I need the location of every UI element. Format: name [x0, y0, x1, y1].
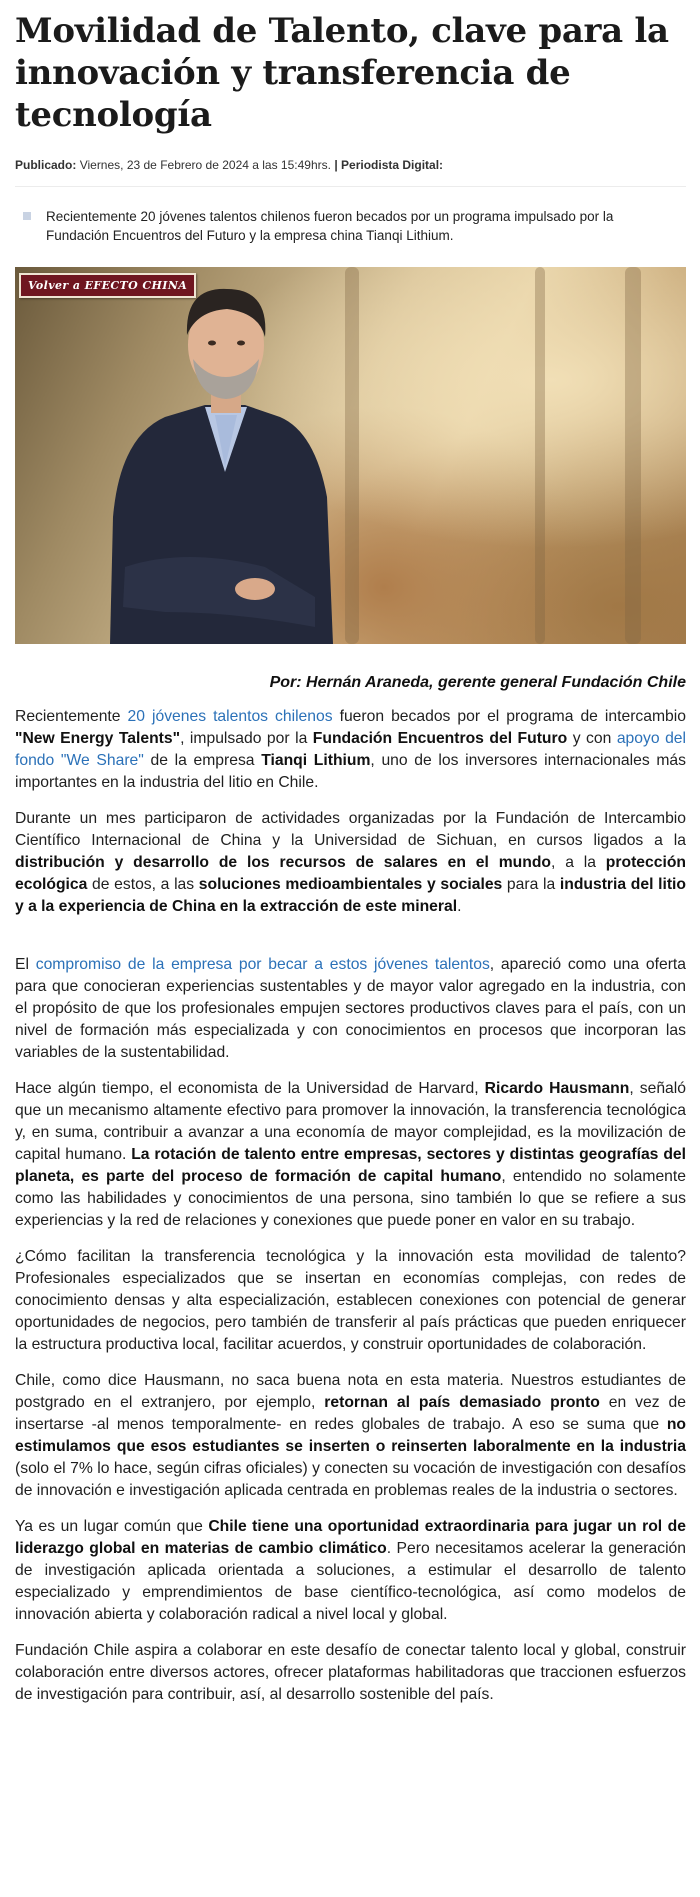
- text-segment: Durante un mes participaron de actividades organizadas por la Fundación de Intercambio Científico Internacional de China y la Universidad de Sichuan, en cursos ligados a la: [15, 810, 686, 849]
- text-segment: y con: [567, 730, 617, 747]
- text-segment: (solo el 7% lo hace, según cifras oficiales) y conecten su vocación de investigación con desafíos de innovación e investigación aplicada centrada en problemas reales de la industria o sectores.: [15, 1460, 686, 1499]
- article-summary: [15, 207, 686, 245]
- text-segment: en vez de insertarse -al menos temporalmente- en redes globales de trabajo. A eso se suma que: [15, 1394, 686, 1433]
- bold-segment: La rotación de talento entre empresas, sectores y distintas geografías del planeta, es parte del proceso de formación de capital humano: [15, 1146, 686, 1185]
- paragraph-2: [15, 808, 686, 918]
- hero-image: [15, 267, 686, 644]
- paragraph-7: [15, 1516, 686, 1626]
- article-byline: Por: Hernán Araneda, gerente general Fundación Chile: [269, 674, 686, 691]
- bold-segment: distribución y desarrollo de los recursos de salares en el mundo: [15, 854, 551, 871]
- person-portrait: [15, 267, 686, 644]
- text-segment: para la: [502, 876, 560, 893]
- text-segment: Recientemente: [15, 708, 128, 725]
- bold-segment: Fundación Encuentros del Futuro: [312, 730, 568, 747]
- back-to-section-badge[interactable]: Volver a EFECTO CHINA: [19, 273, 196, 298]
- published-date: Viernes, 23 de Febrero de 2024 a las 15:49hrs.: [79, 158, 331, 172]
- link-jovenes-talentos[interactable]: 20 jóvenes talentos chilenos: [127, 708, 333, 725]
- paragraph-3: [15, 954, 686, 1064]
- bold-segment: industria del litio y a la experiencia de China en la extracción de este mineral: [15, 876, 686, 915]
- text-segment: de estos, a las: [87, 876, 199, 893]
- text-segment: , a la: [551, 854, 606, 871]
- link-we-share[interactable]: apoyo del fondo "We Share": [15, 730, 686, 769]
- bold-segment: no estimulamos que esos estudiantes se inserten o reinserten laboralmente en la industria: [15, 1416, 686, 1455]
- bold-segment: "New Energy Talents": [15, 730, 181, 747]
- text-segment: ¿Cómo facilitan la transferencia tecnológica y la innovación esta movilidad de talento? Profesionales especializados que se insertan en economías complejas, con redes de conocimiento densas y alta especialización, establecen conexiones con potencial de generar oportunidades de negocios, pero también de transferir al país prácticas que pueden enriquecer la estructura productiva local, facilitar acuerdos, y construir oportunidades de colaboración.: [15, 1248, 686, 1353]
- text-segment: Ya es un lugar común que: [15, 1518, 209, 1535]
- paragraph-4: [15, 1078, 686, 1232]
- text-segment: . Pero necesitamos acelerar la generación de investigación aplicada orientada a soluciones, a estimular el desarrollo de talento especializado y emprendimientos de base científico-tecnológica, así como modelos de innovación abierta y colaboración radical a nivel local y global.: [15, 1540, 686, 1623]
- summary-bullet-icon: [23, 212, 31, 220]
- article-body: [15, 706, 686, 1706]
- text-segment: Chile, como dice Hausmann, no saca buena nota en esta materia. Nuestros estudiantes de postgrado en el extranjero, por ejemplo,: [15, 1372, 686, 1411]
- text-segment: fueron becados por el programa de intercambio: [332, 708, 686, 725]
- text-segment: , señaló que un mecanismo altamente efectivo para promover la innovación, la transferencia tecnológica y, en suma, contribuir a avanzar a una economía de mayor complejidad, es la movilización de capital humano.: [15, 1080, 686, 1163]
- summary-text: Recientemente 20 jóvenes talentos chilenos fueron becados por un programa impulsado por la Fundación Encuentros del Futuro y la empresa china Tianqi Lithium.: [46, 209, 614, 243]
- published-label: Publicado:: [15, 158, 77, 172]
- text-segment: , apareció como una oferta para que conocieran experiencias sustentables y de mayor valor agregado en la industria, con el propósito de que los profesionales empujen sectores productivos claves para el país, con un nivel de formación más especializada y con conocimientos en procesos que incorporan las variables de la sustentabilidad.: [15, 956, 687, 1061]
- bold-segment: soluciones medioambientales y sociales: [198, 876, 503, 893]
- text-segment: El: [15, 956, 36, 973]
- bold-segment: protección ecológica: [15, 854, 686, 893]
- paragraph-1: [15, 706, 686, 794]
- paragraph-6: [15, 1370, 686, 1502]
- text-segment: .: [457, 898, 462, 915]
- bold-segment: retornan al país demasiado pronto: [324, 1394, 600, 1411]
- text-segment: , impulsado por la: [180, 730, 313, 747]
- article-title: Movilidad de Talento, clave para la innovación y transferencia de tecnología: [15, 11, 669, 135]
- author-label: Periodista Digital:: [341, 158, 444, 172]
- bold-segment: Tianqi Lithium: [261, 752, 371, 769]
- paragraph-8: [15, 1640, 686, 1706]
- bold-segment: Ricardo Hausmann: [484, 1080, 630, 1097]
- article-meta: [15, 158, 686, 187]
- text-segment: de la empresa: [143, 752, 262, 769]
- paragraph-5: [15, 1246, 686, 1356]
- bold-segment: Chile tiene una oportunidad extraordinaria para jugar un rol de liderazgo global en materias de cambio climático: [15, 1518, 686, 1557]
- text-segment: Hace algún tiempo, el economista de la Universidad de Harvard,: [15, 1080, 485, 1097]
- text-segment: , uno de los inversores internacionales más importantes en la industria del litio en Chile.: [15, 752, 686, 791]
- meta-separator: |: [334, 158, 338, 172]
- text-segment: Fundación Chile aspira a colaborar en este desafío de conectar talento local y global, construir colaboración entre diversos actores, ofrecer plataformas habilitadoras que traccionen esfuerzos de investigación para contribuir, así, al desarrollo sostenible del país.: [15, 1642, 686, 1703]
- link-compromiso-empresa[interactable]: compromiso de la empresa por becar a estos jóvenes talentos: [35, 956, 490, 973]
- text-segment: , entendido no solamente como las habilidades y conocimientos de una persona, sino también lo que se refiere a sus experiencias y la red de relaciones y conexiones que puede poner en valor en su trabajo.: [15, 1168, 686, 1229]
